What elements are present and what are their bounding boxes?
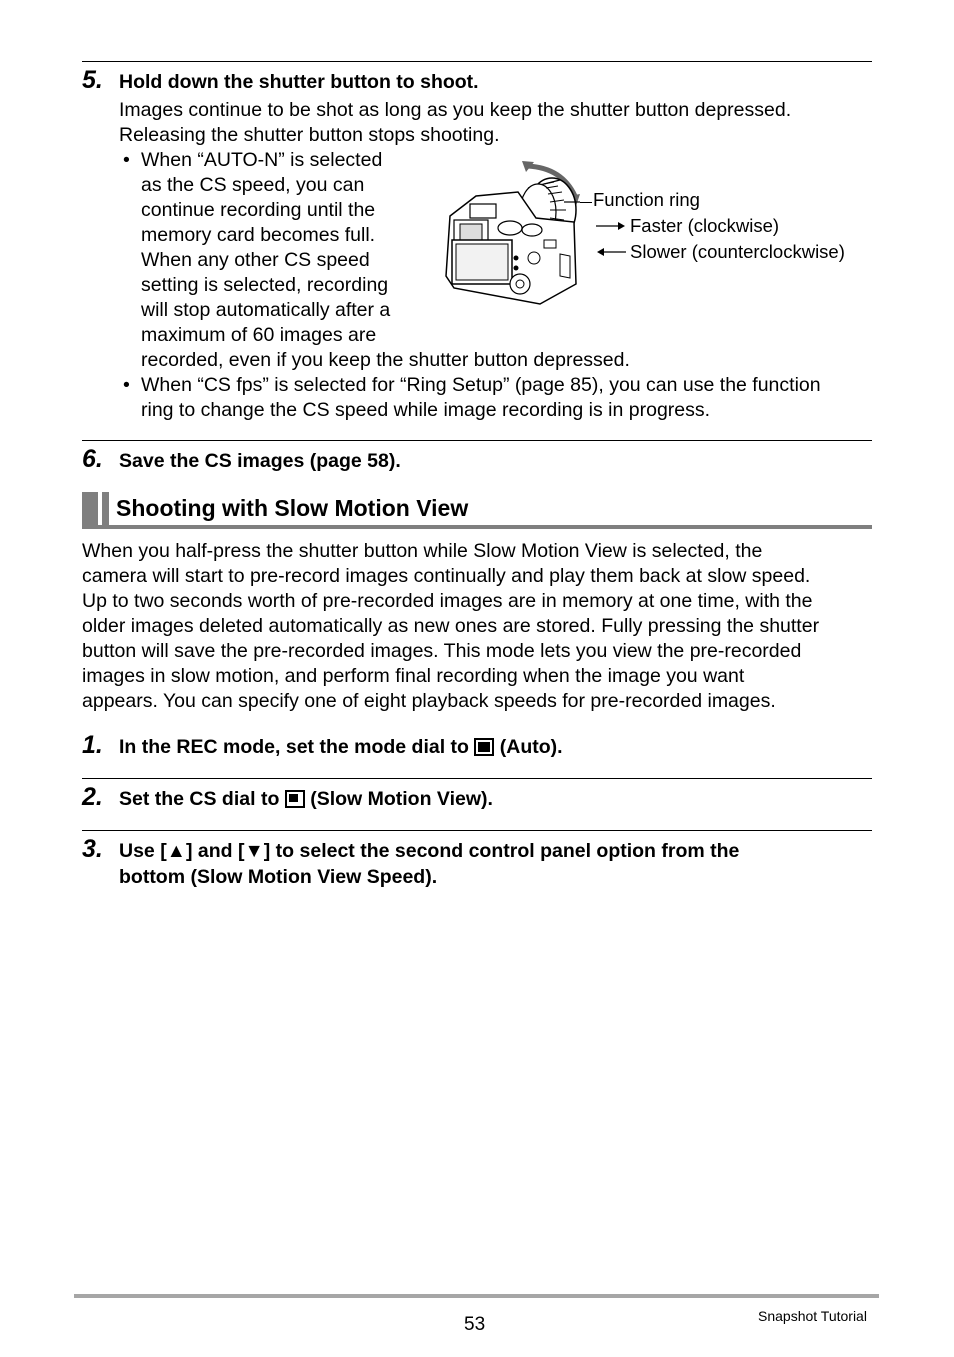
section-underline xyxy=(82,525,872,529)
leader-line xyxy=(580,202,592,203)
bullet-1-line: maximum of 60 images are xyxy=(141,324,377,346)
function-ring-label: Function ring xyxy=(593,189,700,210)
faster-label: Faster (clockwise) xyxy=(630,215,780,236)
slow-step-1-text: In the REC mode, set the mode dial to xyxy=(119,736,475,758)
slow-step-3-number: 3. xyxy=(82,835,103,863)
bullet-1-line: continue recording until the xyxy=(141,199,376,221)
arrow-right-icon xyxy=(596,219,626,233)
slow-step-2-text: Set the CS dial to xyxy=(119,788,285,810)
bullet-2 xyxy=(141,373,881,423)
intro-line: camera will start to pre-record images continually and play them back at slow speed. xyxy=(82,565,811,587)
step-5-paragraph xyxy=(119,98,879,148)
slow-motion-view-icon xyxy=(285,790,305,808)
bullet-1-line: setting is selected, recording xyxy=(141,274,389,296)
bullet-1-line: When “AUTO-N” is selected xyxy=(141,149,383,171)
intro-line: appears. You can specify one of eight playback speeds for pre-recorded images. xyxy=(82,690,776,712)
step-5-heading: Hold down the shutter button to shoot. xyxy=(119,71,479,93)
bullet-1-line: When any other CS speed xyxy=(141,249,370,271)
slow-step-2-text-end: (Slow Motion View). xyxy=(304,788,493,810)
intro-line: images in slow motion, and perform final recording when the image you want xyxy=(82,665,745,687)
slow-step-2-heading xyxy=(119,786,493,812)
slow-step-3-heading xyxy=(119,838,879,890)
step-6-heading: Save the CS images (page 58). xyxy=(119,450,401,472)
section-intro xyxy=(82,539,882,714)
step-divider xyxy=(82,830,872,831)
section-marker xyxy=(82,492,98,528)
slow-step-1-heading xyxy=(119,734,563,760)
step-6-number: 6. xyxy=(82,445,103,473)
slow-step-1-number: 1. xyxy=(82,731,103,759)
arrow-left-icon xyxy=(596,245,626,259)
slow-step-1-text-end: (Auto). xyxy=(494,736,563,758)
bullet-dot-1: • xyxy=(123,149,130,171)
section-title: Shooting with Slow Motion View xyxy=(116,495,469,521)
step-5-number: 5. xyxy=(82,66,103,94)
intro-line: older images deleted automatically as new ones are stored. Fully pressing the shutter xyxy=(82,615,820,637)
footer-section-name: Snapshot Tutorial xyxy=(758,1308,867,1324)
auto-mode-icon xyxy=(474,738,494,756)
intro-line: Up to two seconds worth of pre-recorded images are in memory at one time, with the xyxy=(82,590,813,612)
step-5-para-line1: Images continue to be shot as long as you keep the shutter button depressed. xyxy=(119,99,792,121)
bullet-2-line2: ring to change the CS speed while image recording is in progress. xyxy=(141,399,711,421)
bullet-2-line1: When “CS fps” is selected for “Ring Setup” (page 85), you can use the function xyxy=(141,374,821,396)
intro-line: When you half-press the shutter button while Slow Motion View is selected, the xyxy=(82,540,763,562)
step-5-para-line2: Releasing the shutter button stops shooting. xyxy=(119,124,500,146)
slow-step-3-line2: bottom (Slow Motion View Speed). xyxy=(119,866,438,888)
footer-rule xyxy=(74,1294,879,1298)
slow-step-3-line1: Use [▲] and [▼] to select the second control panel option from the xyxy=(119,840,740,862)
top-rule xyxy=(82,61,872,62)
slower-label: Slower (counterclockwise) xyxy=(630,241,845,262)
section-marker xyxy=(102,492,109,528)
bullet-1-line: recorded, even if you keep the shutter button depressed. xyxy=(141,349,630,371)
bullet-1-line: as the CS speed, you can xyxy=(141,174,365,196)
page-number: 53 xyxy=(464,1314,486,1335)
bullet-1-line: memory card becomes full. xyxy=(141,224,376,246)
step-divider xyxy=(82,440,872,441)
bullet-dot-2: • xyxy=(123,374,130,396)
section-heading-bar xyxy=(82,492,872,530)
bullet-1-line: will stop automatically after a xyxy=(141,299,391,321)
intro-line: button will save the pre-recorded images. This mode lets you view the pre-recorded xyxy=(82,640,802,662)
camera-illustration xyxy=(440,158,590,308)
step-divider xyxy=(82,778,872,779)
slow-step-2-number: 2. xyxy=(82,783,103,811)
